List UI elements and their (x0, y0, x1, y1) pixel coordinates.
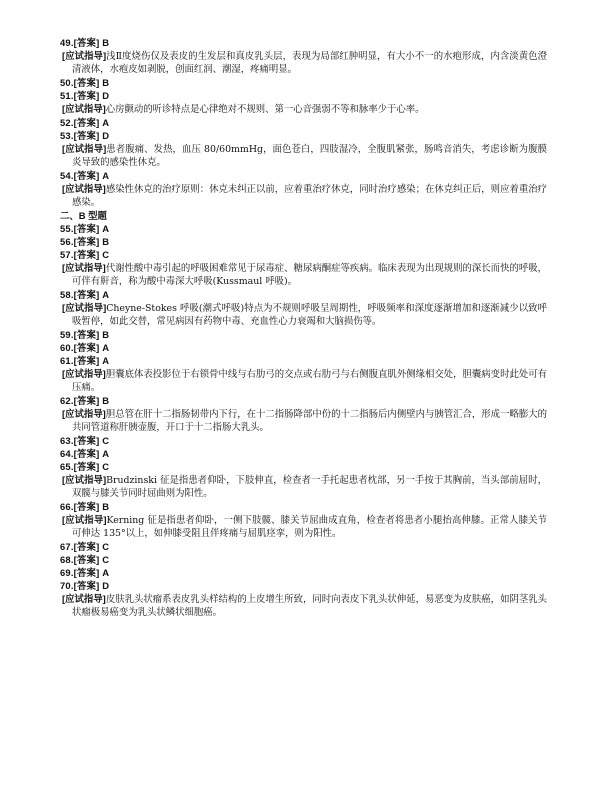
note-text: Cheyne-Stokes 呼吸(潮式呼吸)特点为不规则呼吸呈周期性，呼吸频率和深度逐渐增加和逐渐减少以致呼吸暂停，如此交替，常见病因有药物中毒、充血性心力衰竭和大脑损伤等。 (72, 303, 548, 327)
answer-line: 68.[答案] C (60, 554, 110, 565)
answer-line: 66.[答案] B (60, 501, 110, 512)
answer-line: 58.[答案] A (60, 289, 110, 300)
explanation-note (62, 592, 547, 619)
answer-line: 64.[答案] A (60, 448, 110, 459)
answer-line: 52.[答案] A (60, 117, 110, 128)
note-text: 胆总管在肝十二指肠韧带内下行，在十二指肠降部中份的十二指肠后内侧壁内与胰管汇合，形成一略膨大的共同管道称肝胰壶腹，开口于十二指肠大乳头。 (72, 409, 547, 433)
note-text: 胆囊底体表投影位于右锁骨中线与右肋弓的交点或右肋弓与右侧腹直肌外侧缘相交处，胆囊病变时此处可有压痛。 (72, 369, 547, 393)
note-label: [应试指导] (62, 262, 106, 273)
answer-line: 67.[答案] C (60, 541, 110, 552)
answer-line: 63.[答案] C (60, 435, 110, 446)
answer-line: 69.[答案] A (60, 567, 110, 578)
explanation-note (62, 261, 547, 288)
note-text: 患者腹痛、发热，血压 80/60mmHg，面色苍白，四肢湿冷，全腹肌紧张，肠鸣音消失，考虑诊断为腹膜炎导致的感染性休克。 (72, 144, 547, 168)
note-text: 皮肤乳头状瘤系表皮乳头样结构的上皮增生所致，同时向表皮下乳头状伸延，易恶变为皮肤癌，如阴茎乳头状瘤极易癌变为乳头状鳞状细胞癌。 (72, 594, 547, 618)
note-label: [应试指导] (62, 183, 106, 194)
answer-line: 61.[答案] A (60, 355, 110, 366)
answer-line: 56.[答案] B (60, 236, 110, 247)
answer-line: 59.[答案] B (60, 329, 110, 340)
explanation-note (62, 182, 547, 209)
note-text: Brudzinski 征是指患者仰卧，下肢伸直，检查者一手托起患者枕部，另一手按于其胸前，当头部前屈时，双髋与膝关节同时屈曲则为阳性。 (72, 475, 547, 499)
answer-line: 60.[答案] A (60, 342, 110, 353)
answer-line: 51.[答案] D (60, 90, 110, 101)
explanation-note (62, 513, 547, 540)
note-text: 代谢性酸中毒引起的呼吸困难常见于尿毒症、糖尿病酮症等疾病。临床表现为出现规则的深长而快的呼吸，可伴有鼾音，称为酸中毒深大呼吸(Kussmaul 呼吸)。 (72, 263, 547, 287)
explanation-note (62, 301, 547, 328)
explanation-note (62, 49, 547, 76)
explanation-note (62, 407, 547, 434)
note-label: [应试指导] (62, 302, 107, 313)
note-label: [应试指导] (62, 103, 106, 114)
note-label: [应试指导] (62, 143, 107, 154)
note-label: [应试指导] (62, 408, 106, 419)
note-text: 心房颤动的听诊特点是心律绝对不规则、第一心音强弱不等和脉率少于心率。 (105, 104, 425, 115)
note-text: Kerning 征是指患者仰卧，一侧下肢髋、膝关节屈曲成直角，检查者将患者小腿抬高伸膝。正常人膝关节可伸达 135°以上，如伸膝受阻且伴疼痛与屈肌痉挛，则为阳性。 (72, 515, 547, 539)
explanation-note (62, 367, 547, 394)
note-label: [应试指导] (62, 368, 106, 379)
note-text: 感染性休克的治疗原则：休克未纠正以前，应着重治疗休克，同时治疗感染；在休克纠正后，则应着重治疗感染。 (72, 184, 547, 208)
answer-line: 53.[答案] D (60, 130, 110, 141)
explanation-note (62, 473, 547, 500)
explanation-note (62, 102, 547, 116)
note-label: [应试指导] (62, 474, 107, 485)
answer-line: 57.[答案] C (60, 249, 110, 260)
answer-line: 70.[答案] D (60, 580, 110, 591)
answer-line: 49.[答案] B (60, 37, 110, 48)
answer-line: 54.[答案] A (60, 170, 110, 181)
answer-line: 62.[答案] B (60, 395, 110, 406)
explanation-note (62, 142, 547, 169)
answer-line: 55.[答案] A (60, 223, 110, 234)
note-label: [应试指导] (62, 50, 107, 61)
section-heading: 二、B 型题 (60, 210, 107, 221)
note-label: [应试指导] (62, 593, 106, 604)
note-text: 浅Ⅱ度烧伤仅及表皮的生发层和真皮乳头层，表现为局部红肿明显，有大小不一的水疱形成，内含淡黄色澄清液体，水疱皮如剥脱，创面红润、潮湿，疼痛明显。 (72, 51, 547, 75)
answer-line: 65.[答案] C (60, 461, 110, 472)
answer-line: 50.[答案] B (60, 77, 110, 88)
note-label: [应试指导] (62, 514, 107, 525)
